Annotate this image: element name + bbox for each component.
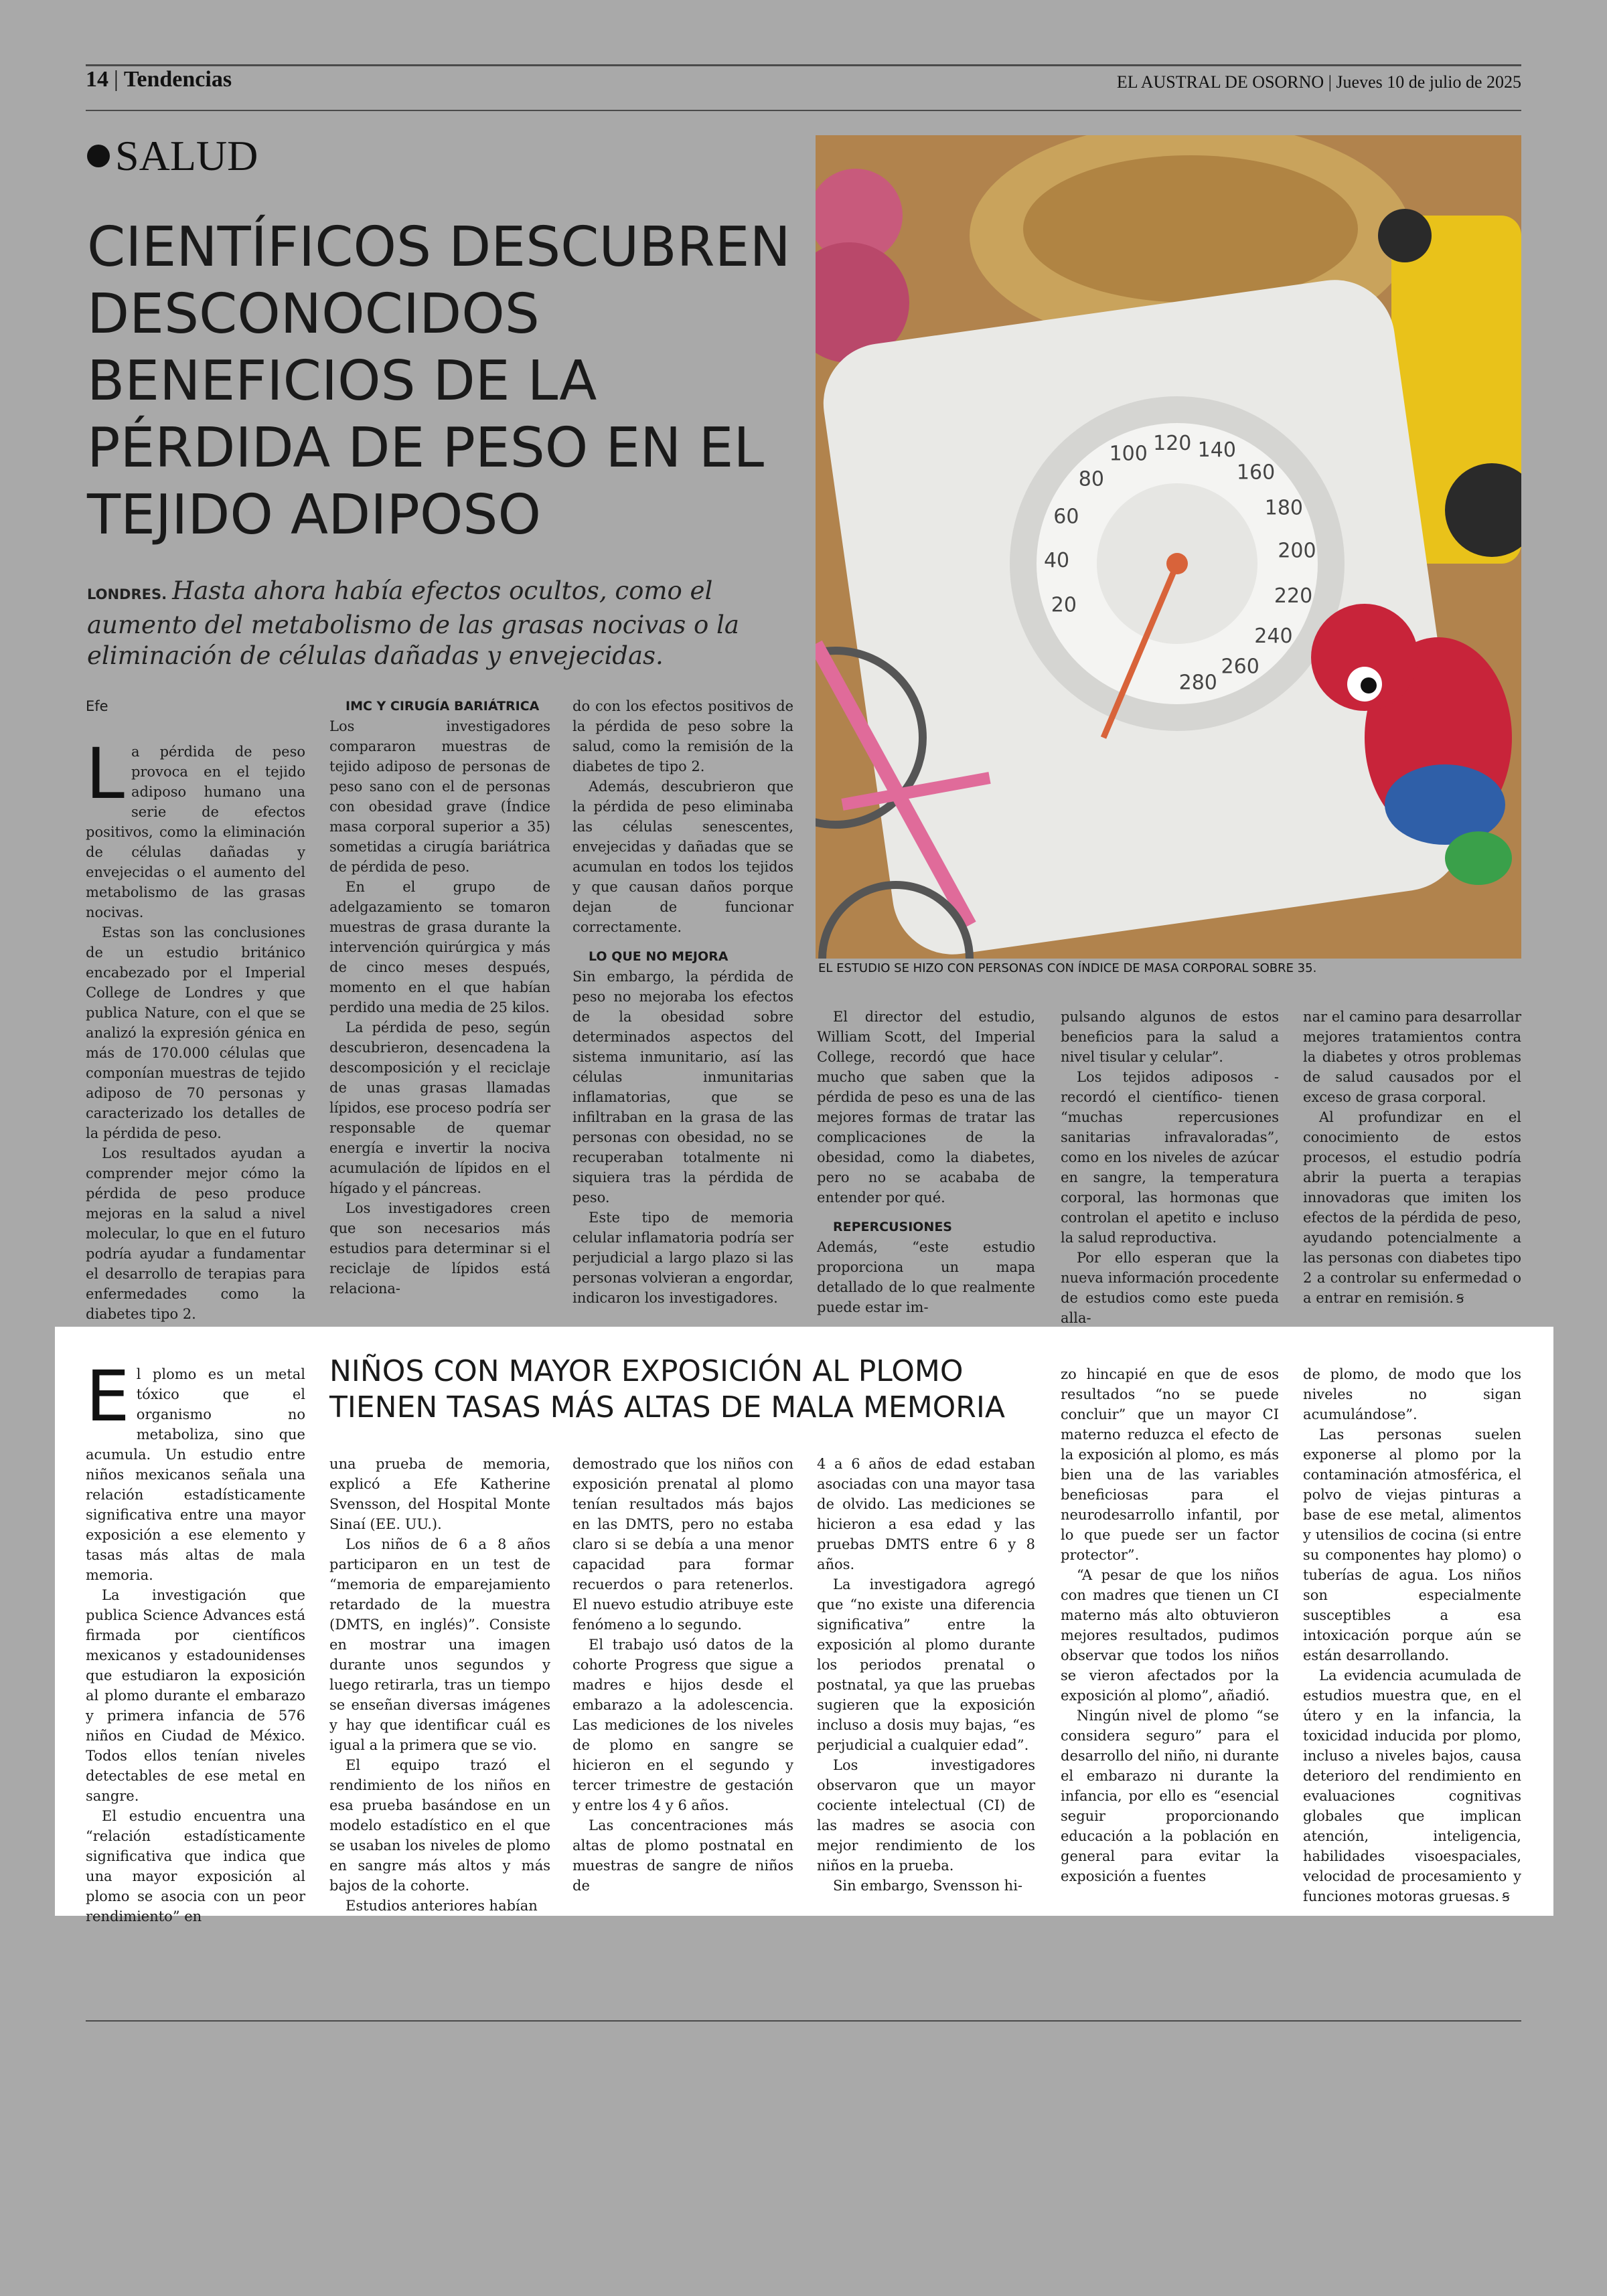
article-column-1: Efe L a pérdida de peso provoca en el tejido adiposo humano una serie de efectos positivos, como la eliminación de células dañadas y envejecidas o el aumento del metabolismo de las grasas nocivas. Estas son las conclusiones de un estudio británico encabezado por el Imperial College de Londres y que publica Nature, con el que se analizó la expresión génica en más de 170.000 células que componían muestras de tejido adiposo de 70 personas y caracterizado los detalles de la pérdida de peso. Los resultados ayudan a comprender mejor cómo la pérdida de peso produce mejoras en la salud a nivel molecular, lo que en el futuro podría ayudar a fundamentar el desarrollo de terapias para enfermedades como la diabetes tipo 2. — [86, 696, 305, 1324]
article-column-4: El director del estudio, William Scott, del Imperial College, recordó que hace mucho que saben que la pérdida de peso es una de las mejores formas de tratar las complicaciones de la obesidad, como la diabetes, pero no se acababa de entender por qué. REPERCUSIONES Además, “este estudio proporciona un mapa detallado de lo que realmente puede estar im- — [817, 1009, 1035, 1315]
header-top-rule — [86, 64, 1521, 66]
scale-dial-number: 200 — [1278, 539, 1316, 563]
box-column-4: 4 a 6 años de edad estaban asociadas con una mayor tasa de olvido. Las mediciones se hicieron a esa edad y las pruebas DMTS entre 6 y 8 años. La investigadora agregó que “no existe una diferencia significativa” entre la exposición al plomo durante los periodos prenatal o postnatal, ya que las pruebas sugieren que la exposición incluso a dosis muy bajas, “es perjudicial a cualquier edad”. Los investigadores observaron que un mayor cociente intelectual (CI) de las madres se asocia con mejor rendimiento de los niños en la prueba. Sin embargo, Svensson hi- — [817, 1456, 1035, 1894]
article-photo — [816, 135, 1521, 959]
article-headline: CIENTÍFICOS DESCUBREN DESCONOCIDOS BENEFICIOS DE LA PÉRDIDA DE PESO EN EL TEJIDO ADIPOSO — [87, 216, 791, 547]
box-column-6: de plomo, de modo que los niveles no sigan acumulándose”. Las personas suelen exponerse al plomo por la contaminación atmosférica, el polvo de viejas pinturas a base de ese metal, alimentos y utensilios de cocina (si entre su componentes hay plomo) o tuberías de agua. Los niños son especialmente susceptibles a esa intoxicación porque aún se están desarrollando. La evidencia acumulada de estudios muestra que, en el útero y en la infancia, la toxicidad inducida por plomo, incluso a niveles bajos, causa deterioro del rendimiento en evaluaciones cognitivas globales que implican atención, inteligencia, habilidades visoespaciales, velocidad de procesamiento y funciones motoras gruesas. Ꞩ — [1303, 1366, 1521, 1904]
scale-dial-number: 20 — [1051, 593, 1077, 617]
scale-dial-number: 140 — [1197, 438, 1236, 463]
page-section-label: 14 | Tendencias — [86, 67, 232, 92]
section-kicker: SALUD — [87, 131, 258, 181]
scale-dial-number: 40 — [1043, 549, 1070, 573]
publication-name: EL AUSTRAL DE OSORNO — [1116, 72, 1324, 92]
article-column-6: nar el camino para desarrollar mejores tratamientos contra la diabetes y otros problemas de salud causados por el exceso de grasa corporal. Al profundizar en el conocimiento de estos procesos, el estudio podría abrir la puerta a terapias innovadoras que imiten los efectos de la pérdida de peso, ayudando potencialmente a las personas con diabetes tipo 2 a controlar su enfermedad o a entrar en remisión. Ꞩ — [1303, 1009, 1521, 1306]
header-bottom-rule — [86, 110, 1521, 111]
scale-dial-number: 120 — [1153, 432, 1192, 456]
sidebar-story-headline: NIÑOS CON MAYOR EXPOSICIÓN AL PLOMO TIENEN TASAS MÁS ALTAS DE MALA MEMORIA — [329, 1354, 1005, 1424]
article-lead: LONDRES. Hasta ahora había efectos ocultos, como el aumento del metabolismo de las grasas nocivas o la eliminación de células dañadas y envejecidas. — [87, 576, 739, 670]
scale-dial-number: 280 — [1178, 671, 1217, 695]
scale-dial-number: 180 — [1264, 496, 1304, 520]
scale-dial-number: 260 — [1221, 655, 1259, 679]
article-column-5: pulsando algunos de estos beneficios para la salud a nivel tisular y celular”. Los tejidos adiposos -recordó el científico- tienen “muchas repercusiones sanitarias infravaloradas”, como en los niveles de azúcar en sangre, la temperatura corporal, las hormonas que controlan el apetito e incluso la salud reproductiva. Por ello esperan que la nueva información procedente de estudios como este pueda alla- — [1061, 1009, 1279, 1326]
bullet-icon — [87, 145, 110, 167]
box-column-5: zo hincapié en que de esos resultados “no se puede concluir” que un mayor CI materno reduzca el efecto de la exposición al plomo, es más bien una de las variables beneficiosas para el neurodesarrollo infantil, por lo que puede ser un factor protector”. “A pesar de que los niños con madres que tienen un CI materno más alto obtuvieron mejores resultados, pudimos observar que todos los niños se vieron afectados por la exposición al plomo”, añadió. Ningún nivel de plomo “se considera seguro” para el desarrollo del niño, ni durante el embarazo ni durante la infancia, por ello es “esencial seguir proporcionando educación a la población en general para evitar la exposición a fuentes — [1061, 1366, 1279, 1884]
drop-cap: L — [86, 733, 125, 815]
box-column-2: una prueba de memoria, explicó a Efe Katherine Svensson, del Hospital Monte Sinaí (EE. UU.). Los niños de 6 a 8 años participaron en un test de “memoria de emparejamiento retardado de la muestra (DMTS, en inglés)”. Consiste en mostrar una imagen durante unos segundos y luego retirarla, tras un tiempo se enseñan diversas imágenes y hay que identificar cuál es igual a la primera que se vio. El equipo trazó el rendimiento de los niños en esa prueba basándose en un modelo estadístico en el que se usaban los niveles de plomo en sangre más altos y más bajos de la cohorte. Estudios anteriores habían — [329, 1456, 550, 1914]
issue-date: Jueves 10 de julio de 2025 — [1336, 72, 1521, 92]
box-column-1: E l plomo es un metal tóxico que el organismo no metaboliza, sino que acumula. Un estudio entre niños mexicanos señala una relación estadísticamente significativa entre una mayor exposición a ese elemento y tasas más altas de mala memoria. La investigación que publica Science Advances está firmada por científicos mexicanos y estadounidenses que estudiaron la exposición al plomo durante el embarazo y primera infancia de 576 niños en Ciudad de México. Todos ellos tenían niveles detectables de ese metal en sangre. El estudio encuentra una “relación estadísticamente significativa que indica que una mayor exposición al plomo se asocia con un peor rendimiento” en — [86, 1356, 305, 1924]
box-drop-cap: E — [86, 1356, 130, 1437]
byline: Efe — [86, 698, 108, 714]
article-column-3: do con los efectos positivos de la pérdida de peso sobre la salud, como la remisión de la diabetes de tipo 2. Además, descubrieron que la pérdida de peso eliminaba las células senescentes, envejecidas y dañadas que se acumulan en todos los tejidos y que causan daños porque dejan de funcionar correctamente. LO QUE NO MEJORA Sin embargo, la pérdida de peso no mejoraba los efectos de la obesidad sobre determinados aspectos del sistema inmunitario, así las células inmunitarias inflamatorias, que se infiltraban en la grasa de las personas con obesidad, no se recuperaban totalmente ni siquiera tras la pérdida de peso. Este tipo de memoria celular inflamatoria podría ser perjudicial a largo plazo si las personas volvieran a engordar, indicaron los investigadores. — [572, 698, 793, 1306]
subhead-no-mejora: LO QUE NO MEJORA — [589, 949, 729, 964]
lead-place: LONDRES. — [87, 586, 167, 602]
scale-dial-number: 220 — [1274, 584, 1313, 608]
scale-dial-number: 240 — [1254, 625, 1293, 649]
scale-photo-illustration — [816, 135, 1521, 959]
publication-info: EL AUSTRAL DE OSORNO | Jueves 10 de julio de 2025 — [1116, 72, 1521, 92]
subhead-imc: IMC Y CIRUGÍA BARIÁTRICA — [346, 699, 540, 714]
scale-dial-number: 80 — [1078, 467, 1104, 491]
section-name: Tendencias — [123, 67, 232, 92]
page-number: 14 — [86, 67, 108, 92]
box-column-3: demostrado que los niños con exposición prenatal al plomo tenían resultados más bajos en las DMTS, pero no estaba claro si se debía a una menor capacidad para formar recuerdos o para retenerlos. El nuevo estudio atribuye este fenómeno a lo segundo. El trabajo usó datos de la cohorte Progress que sigue a madres e hijos desde el embarazo a la adolescencia. Las mediciones de los niveles de plomo en sangre se hicieron en el segundo y tercer trimestre de gestación y entre los 4 y 6 años. Las concentraciones más altas de plomo postnatal en muestras de sangre de niños de — [572, 1456, 793, 1894]
photo-caption: EL ESTUDIO SE HIZO CON PERSONAS CON ÍNDICE DE MASA CORPORAL SOBRE 35. — [818, 961, 1317, 975]
subhead-repercusiones: REPERCUSIONES — [833, 1220, 952, 1234]
scale-dial-number: 60 — [1053, 505, 1079, 529]
footer-rule — [86, 2020, 1521, 2022]
box-end-mark-icon: Ꞩ — [1502, 1890, 1510, 1904]
article-column-2: IMC Y CIRUGÍA BARIÁTRICA Los investigadores compararon muestras de tejido adiposo de personas de peso sano con el de personas con obesidad grave (Índice masa corporal superior a 35) sometidas a cirugía bariátrica de pérdida de peso. En el grupo de adelgazamiento se tomaron muestras de grasa durante la intervención quirúrgica y más de cinco meses después, momento en el que habían perdido una media de 25 kilos. La pérdida de peso, según descubrieron, desencadena la descomposición y el reciclaje de unas grasas llamadas lípidos, ese proceso podría ser responsable de quemar energía e invertir la nociva acumulación de lípidos en el hígado y el páncreas. Los investigadores creen que son necesarios más estudios para determinar si el reciclaje de lípidos está relaciona- — [329, 696, 550, 1299]
scale-dial-number: 100 — [1109, 442, 1148, 466]
scale-dial-number: 160 — [1236, 461, 1276, 485]
end-mark-icon: Ꞩ — [1456, 1292, 1464, 1306]
